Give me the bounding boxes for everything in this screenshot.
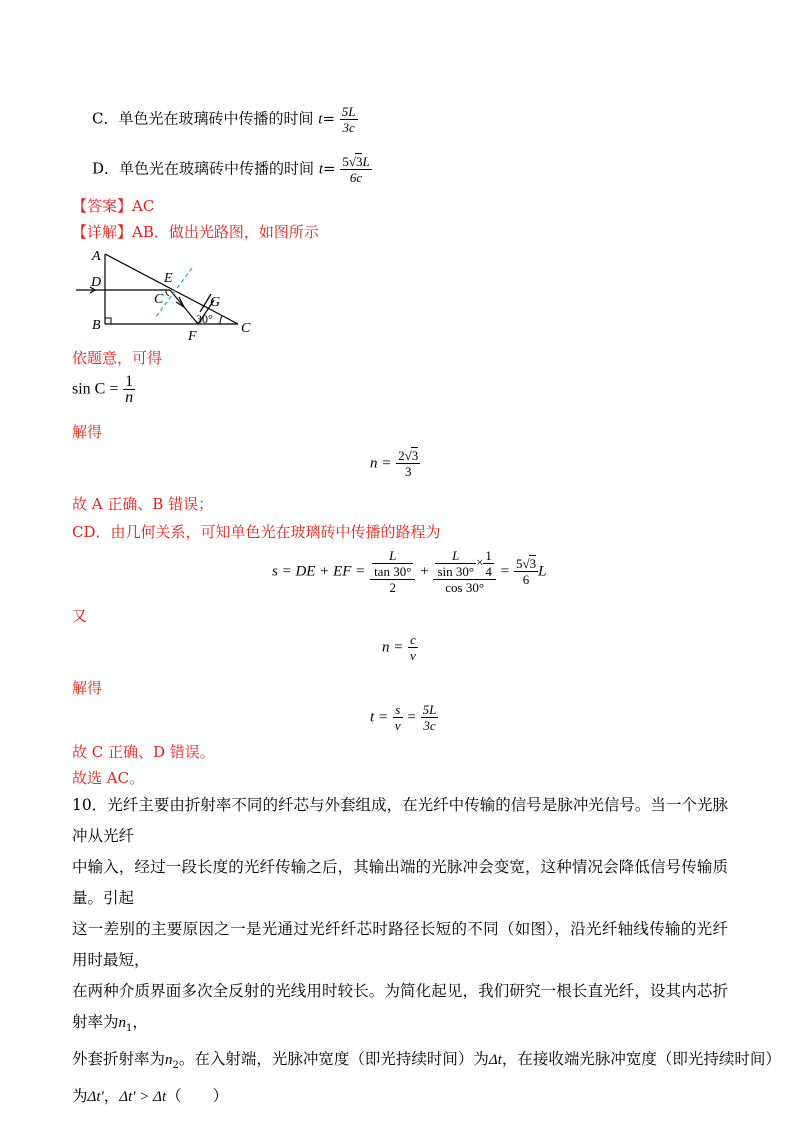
eq2-lhs: n = [370, 455, 392, 472]
q10-line-6 [72, 1081, 728, 1113]
eq3-times: × [476, 554, 484, 570]
option-d [92, 154, 372, 185]
eq3-lhs: s = DE + EF = [272, 563, 366, 580]
q10-dt: Δt [488, 1052, 502, 1069]
eq2-fraction: $\frac{2√3}{3}$ [398, 448, 419, 479]
q10-line-4-text: 在两种介质界面多次全反射的光线用时较长。为简化起见，我们研究一根长直光纤，设其内芯折射率为 [72, 982, 728, 1031]
q10-line-5-b: 。在入射端，光脉冲宽度（即光持续时间）为 [178, 1050, 489, 1069]
option-c-denominator: 3c [342, 120, 355, 135]
eq5-lhs: t = [370, 709, 389, 726]
q10-n2: n [165, 1052, 173, 1069]
eq1-fraction [123, 374, 135, 405]
eq5-n2: 5L [422, 702, 437, 717]
option-c-eq: = [322, 109, 336, 128]
angle-arc-30 [220, 316, 222, 324]
eq3-term-a [370, 548, 415, 595]
eq3-r-coef: 5 [515, 556, 523, 571]
eq4-den: v [410, 648, 416, 663]
label-b: B [92, 318, 101, 333]
q10-line-5 [72, 1044, 781, 1081]
label-g: G [210, 295, 221, 310]
q10-line-3: 这一差别的主要原因之一是光通过光纤纤芯时路径长短的不同（如图），沿光纤轴线传输的光纤用时最短， [72, 920, 728, 969]
eq1-den: n [125, 389, 134, 406]
s6-text: 解得 [72, 679, 103, 697]
eq1-num: 1 [125, 373, 134, 390]
eq4 [382, 632, 418, 663]
option-d-tail: L [362, 154, 370, 169]
eq3-eq: = [500, 563, 510, 580]
q10-n2-sub: 2 [172, 1060, 179, 1072]
s3-text: 故 A 正确、B 错误； [72, 495, 214, 513]
eq3-term-b [433, 548, 495, 595]
s7-text: 故 C 正确、D 错误。 [72, 743, 215, 761]
label-e: E [164, 271, 173, 286]
eq3-r-tail: L [538, 563, 547, 580]
q10-n1-sub: 1 [126, 1023, 133, 1035]
option-d-denominator: 6c [349, 170, 363, 185]
s2-text: 解得 [72, 423, 103, 441]
option-c-label: C．单色光在玻璃砖中传播的时间 [92, 109, 314, 128]
eq4-fraction [408, 632, 418, 663]
eq3-r-rad: 3 [529, 556, 537, 571]
eq3-a-den: 2 [389, 580, 396, 595]
eq2-radicand: 3 [411, 448, 419, 463]
q10-line-4: 在两种介质界面多次全反射的光线用时较长。为简化起见，我们研究一根长直光纤，设其内芯折射率为$n_1$， [72, 982, 728, 1035]
label-30: 30° [196, 312, 213, 326]
option-d-eq: = [322, 159, 336, 178]
eq5-fraction-2 [421, 702, 439, 733]
option-d-coef: 5 [342, 154, 349, 169]
question-10 [72, 790, 781, 1113]
eq5-n1: s [393, 702, 403, 718]
eq3-b-top: L [435, 548, 476, 564]
eq2 [370, 448, 420, 479]
eq4-lhs: n = [382, 639, 404, 656]
q10-inequality: Δt′ > Δt [119, 1089, 167, 1106]
eq3-b-den: cos 30° [445, 580, 485, 595]
q10-line-2: 中输入，经过一段长度的光纤传输之后，其输出端的光脉冲会变宽，这种情况会降低信号传输质量。引起 [72, 858, 728, 907]
option-d-label: D．单色光在玻璃砖中传播的时间 [92, 159, 315, 178]
label-c-vertex: C [241, 321, 251, 336]
s1-text: 依题意，可得 [72, 349, 163, 367]
eq3-b-bot: sin 30° [437, 564, 475, 579]
label-c-angle: C [154, 292, 164, 307]
eq3-result: $\frac{5√3}{6}$ [515, 556, 537, 587]
eq3-q-num: 1 [485, 548, 492, 563]
q10-line-6-b: ， [103, 1087, 120, 1106]
q10-dt2: Δt′ [87, 1089, 104, 1106]
eq3-q-den: 4 [485, 564, 492, 579]
option-d-fraction: $\frac{5√3L}{6c}$ [342, 154, 370, 185]
label-a: A [92, 249, 101, 264]
q10-line-6-a: 为 [72, 1087, 88, 1106]
eq3-plus: + [420, 563, 429, 580]
detail-line: 【详解】AB．做出光路图，如图所示 [72, 223, 319, 241]
q10-line-5-a: 外套折射率为 [72, 1050, 166, 1069]
q10-paren: （ ） [166, 1087, 229, 1106]
eq3-a-top: L [372, 548, 413, 564]
eq5-d1: v [394, 718, 401, 733]
s4-text: CD．由几何关系，可知单色光在玻璃砖中传播的路程为 [72, 523, 441, 541]
eq1 [72, 374, 135, 405]
label-f: F [188, 329, 197, 344]
option-c-var: t [318, 111, 323, 128]
option-d-var: t [318, 161, 323, 178]
answer-line: 【答案】AC [72, 197, 155, 215]
eq2-coef: 2 [398, 448, 405, 463]
angle-arc-c [166, 290, 169, 296]
option-c-numerator: 5L [341, 104, 356, 119]
eq2-den: 3 [404, 464, 412, 479]
eq3 [272, 548, 546, 595]
eq4-num: c [410, 632, 416, 647]
q10-n1: n [118, 1015, 127, 1031]
option-c [92, 104, 358, 135]
light-path-figure [70, 246, 270, 346]
eq5 [370, 702, 438, 733]
eq5-fraction-1 [393, 702, 403, 733]
option-c-fraction [340, 104, 358, 135]
q10-line-5-c: ，在接收端光脉冲宽度（即光持续时间） [501, 1050, 781, 1069]
label-d: D [91, 275, 102, 290]
option-d-radicand: 3 [355, 154, 363, 169]
eq5-d2: 3c [423, 718, 436, 733]
prism-triangle [105, 254, 238, 324]
eq1-lhs: sin C = [72, 380, 119, 398]
q10-line-1: 10．光纤主要由折射率不同的纤芯与外套组成，在光纤中传输的信号是脉冲光信号。当一个光脉冲从光纤 [72, 796, 728, 845]
eq3-a-bot: tan 30° [374, 564, 412, 579]
s8-text: 故选 AC。 [72, 769, 145, 787]
s5-text: 又 [72, 607, 88, 625]
eq3-r-den: 6 [522, 572, 530, 587]
eq5-eq: = [407, 709, 416, 726]
